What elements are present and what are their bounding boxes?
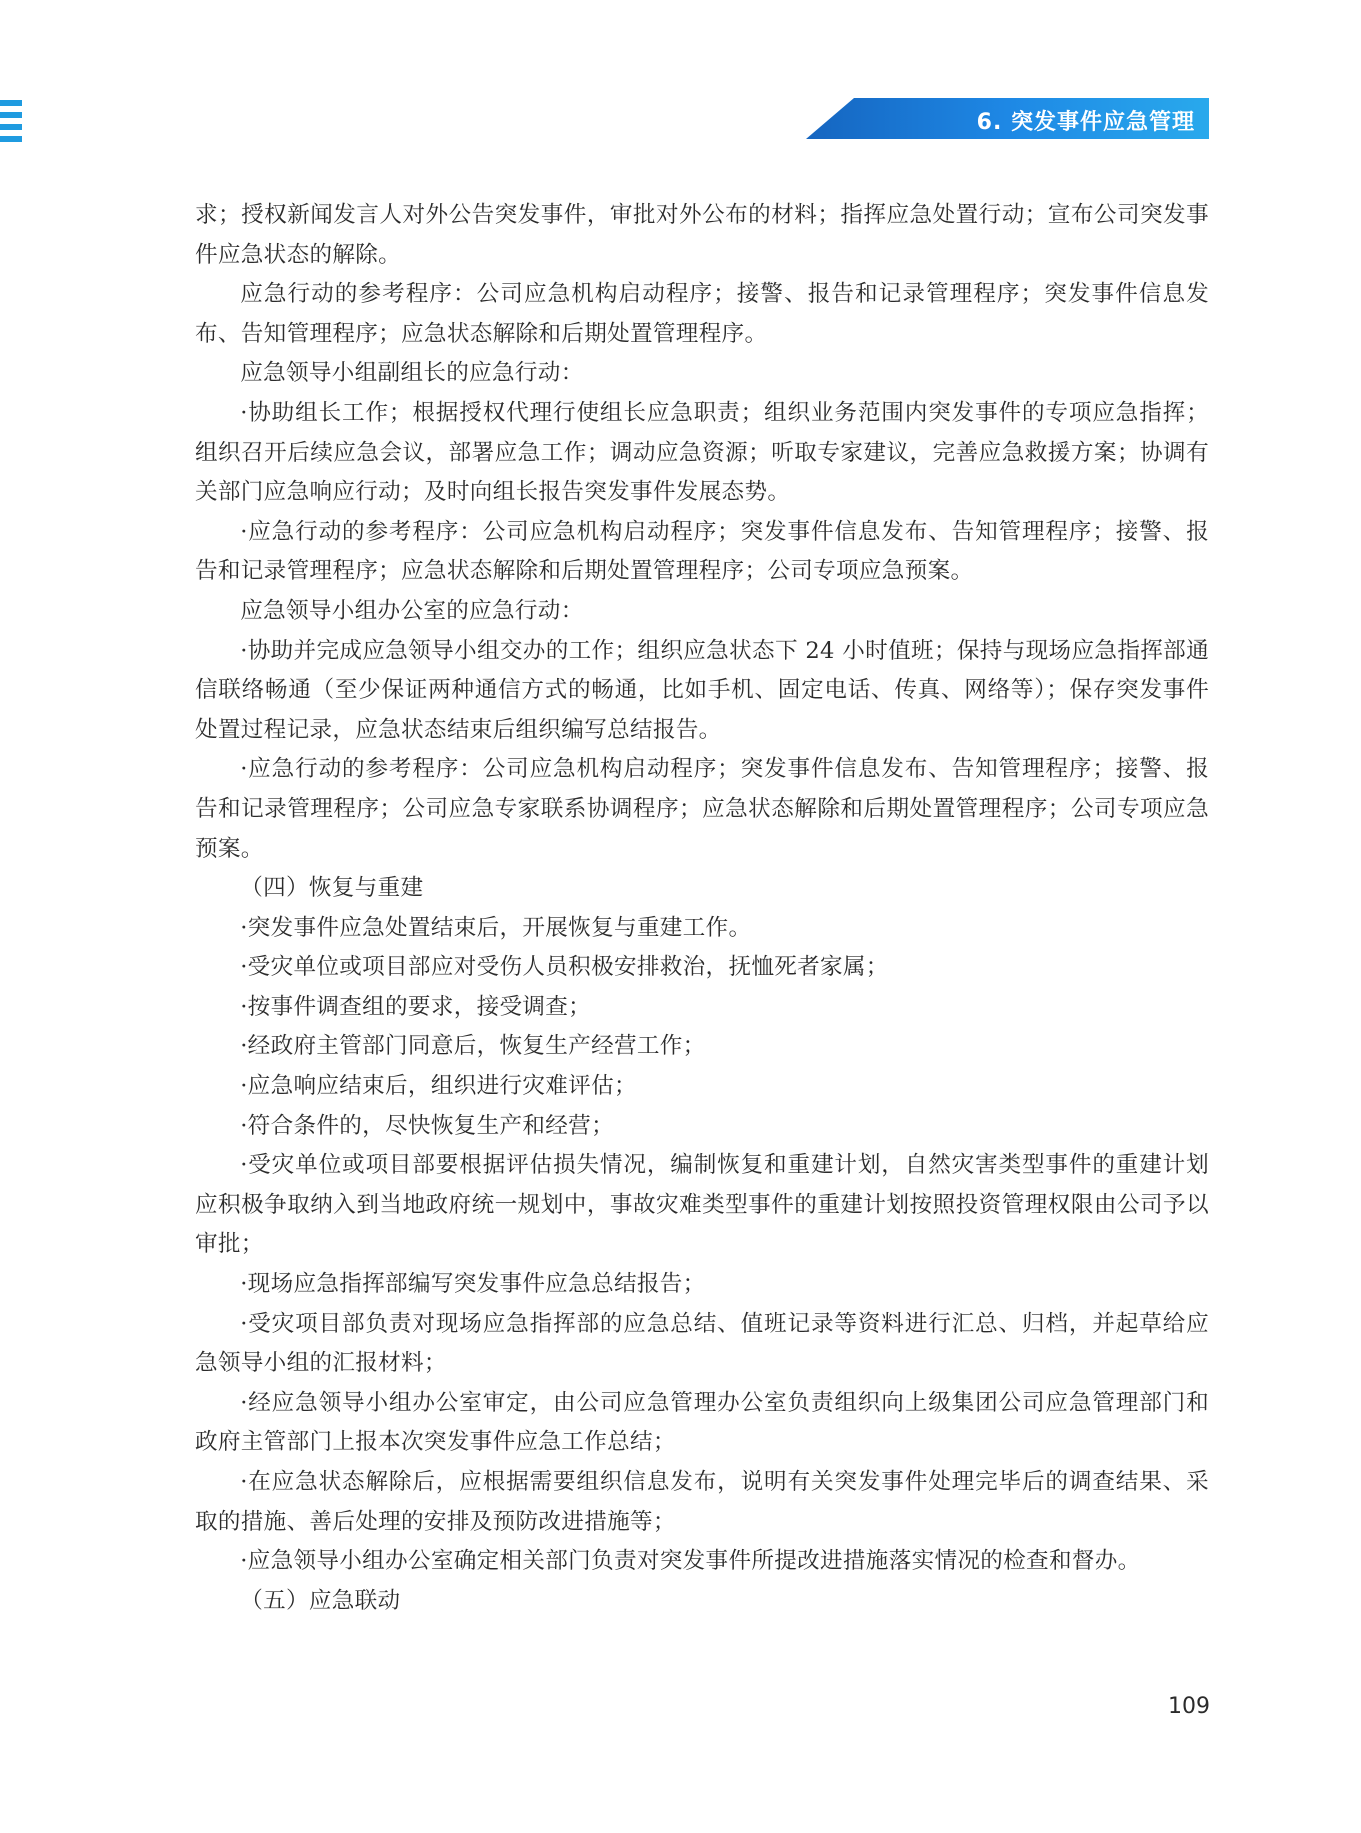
paragraph: ·符合条件的，尽快恢复生产和经营；	[240, 1112, 614, 1139]
paragraph: （五）应急联动	[240, 1587, 401, 1614]
edge-stripe	[0, 124, 22, 130]
paragraph: ·应急行动的参考程序：公司应急机构启动程序；突发事件信息发布、告知管理程序；接警、报告和记录管理程序；公司应急专家联系协调程序；应急状态解除和后期处置管理程序；公司专项应急预案。	[195, 756, 1209, 862]
paragraph: ·受灾项目部负责对现场应急指挥部的应急总结、值班记录等资料进行汇总、归档，并起草给应急领导小组的汇报材料；	[195, 1310, 1209, 1377]
paragraph: 应急领导小组副组长的应急行动：	[240, 360, 584, 387]
paragraph: （四）恢复与重建	[240, 875, 424, 902]
edge-stripe	[0, 136, 22, 142]
paragraph: ·突发事件应急处置结束后，开展恢复与重建工作。	[240, 914, 752, 941]
paragraph: ·在应急状态解除后，应根据需要组织信息发布，说明有关突发事件处理完毕后的调查结果、采取的措施、善后处理的安排及预防改进措施等；	[195, 1469, 1209, 1535]
paragraph: ·应急行动的参考程序：公司应急机构启动程序；突发事件信息发布、告知管理程序；接警、报告和记录管理程序；应急状态解除和后期处置管理程序；公司专项应急预案。	[195, 518, 1209, 585]
edge-stripe	[0, 100, 22, 106]
page-number: 109	[1168, 1694, 1210, 1719]
section-header-banner	[806, 98, 1209, 139]
paragraph: ·按事件调查组的要求，接受调查；	[240, 993, 592, 1020]
paragraph: ·经应急领导小组办公室审定，由公司应急管理办公室负责组织向上级集团公司应急管理部门和政府主管部门上报本次突发事件应急工作总结；	[195, 1389, 1209, 1456]
paragraph: ·现场应急指挥部编写突发事件应急总结报告；	[240, 1271, 706, 1298]
paragraph: ·协助并完成应急领导小组交办的工作；组织应急状态下 24 小时值班；保持与现场应急指挥部通信联络畅通（至少保证两种通信方式的畅通，比如手机、固定电话、传真、网络等）；保存突发事件处置过程记录，应急状态结束后组织编写总结报告。	[195, 637, 1209, 743]
paragraph: 应急行动的参考程序：公司应急机构启动程序；接警、报告和记录管理程序；突发事件信息发布、告知管理程序；应急状态解除和后期处置管理程序。	[195, 281, 1209, 347]
paragraph: 应急领导小组办公室的应急行动：	[240, 597, 584, 624]
paragraph: ·协助组长工作；根据授权代理行使组长应急职责；组织业务范围内突发事件的专项应急指挥；组织召开后续应急会议，部署应急工作；调动应急资源；听取专家建议，完善应急救援方案；协调有关部门应急响应行动；及时向组长报告突发事件发展态势。	[195, 399, 1209, 506]
paragraph: ·应急响应结束后，组织进行灾难评估；	[240, 1073, 637, 1100]
edge-stripes-decoration	[0, 100, 22, 148]
edge-stripe	[0, 112, 22, 118]
paragraph: 求；授权新闻发言人对外公告突发事件，审批对外公布的材料；指挥应急处置行动；宣布公司突发事件应急状态的解除。	[195, 202, 1209, 268]
section-title: 6. 突发事件应急管理	[976, 110, 1195, 135]
paragraph: ·受灾单位或项目部应对受伤人员积极安排救治，抚恤死者家属；	[240, 954, 889, 981]
paragraph: ·应急领导小组办公室确定相关部门负责对突发事件所提改进措施落实情况的检查和督办。	[240, 1548, 1141, 1575]
body-text	[195, 196, 1209, 1621]
paragraph: ·经政府主管部门同意后，恢复生产经营工作；	[240, 1033, 706, 1060]
paragraph: ·受灾单位或项目部要根据评估损失情况，编制恢复和重建计划，自然灾害类型事件的重建计划应积极争取纳入到当地政府统一规划中，事故灾难类型事件的重建计划按照投资管理权限由公司予以审批；	[195, 1152, 1209, 1258]
